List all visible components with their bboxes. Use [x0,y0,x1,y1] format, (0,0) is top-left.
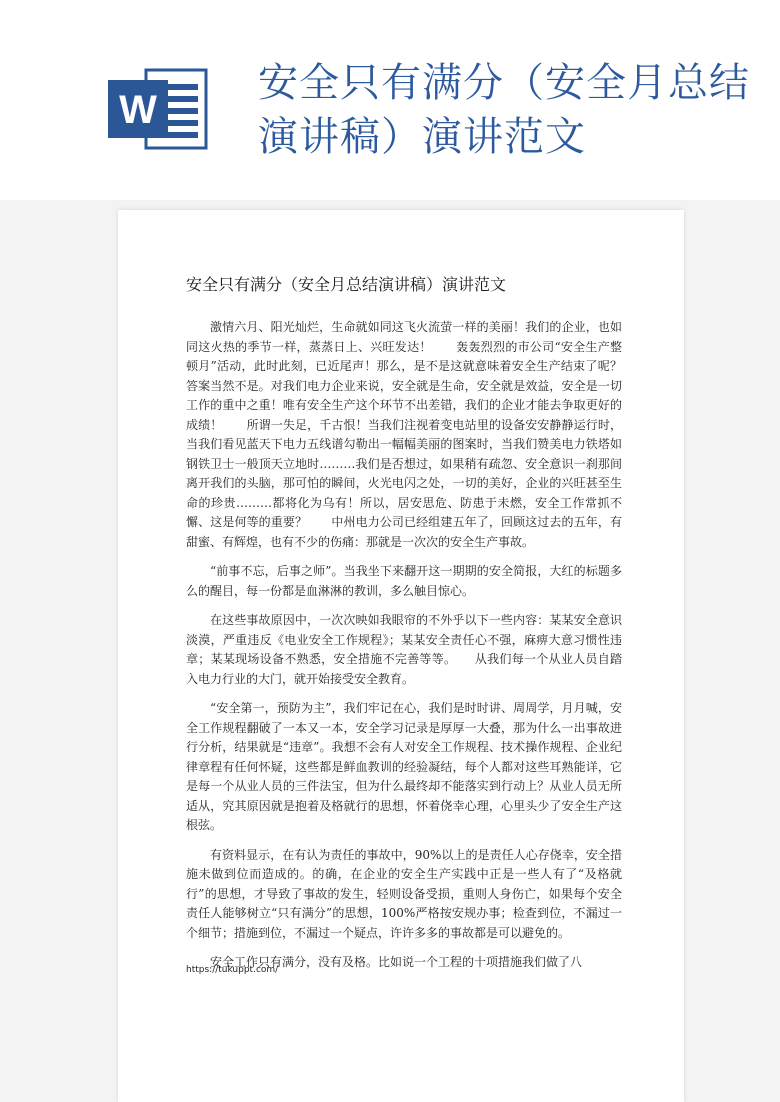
paragraph-4: “安全第一，预防为主”，我们牢记在心，我们是时时讲、周周学，月月喊，安全工作规程翻破了一本又一本，安全学习记录是厚厚一大叠，那为什么一出事故进行分析，结果就是“违章”。我想不会有人对安全工作规程、技术操作规程、企业纪律章程有任何怀疑，这些都是鲜血教训的经验凝结，每个人都对这些耳熟能详，它是每一个从业人员的三件法宝，但为什么最终却不能落实到行动上？从业人员无所适从，究其原因就是抱着及格就行的思想，怀着侥幸心理，心里头少了安全生产这根弦。 [186,701,622,832]
paragraph-6: 安全工作只有满分，没有及格。比如说一个工程的十项措施我们做了八 [210,955,583,969]
paragraph-1: 激情六月、阳光灿烂，生命就如同这飞火流萤一样的美丽！我们的企业，也如同这火热的季节一样，蒸蒸日上、兴旺发达！ 轰轰烈烈的市公司“安全生产整顿月”活动，此时此刻，已近尾声！那么，是不是这就意味着安全生产结束了呢？答案当然不是。对我们电力企业来说，安全就是生命，安全就是效益，安全是一切工作的重中之重！唯有安全生产这个环节不出差错，我们的企业才能去争取更好的成绩！ 所谓一失足，千古恨！当我们注视着变电站里的设备安安静静运行时，当我们看见蓝天下电力五线谱勾勒出一幅幅美丽的图案时，当我们赞美电力铁塔如钢铁卫士一般顶天立地时………我们是否想过，如果稍有疏忽、安全意识一刹那间离开我们的头脑，那可怕的瞬间，火光电闪之处，一切的美好，企业的兴旺甚至生命的珍贵………都将化为乌有！所以，居安思危、防患于未燃，安全工作常抓不懈、这是何等的重要？ 中州电力公司已经组建五年了，回顾这过去的五年，有甜蜜、有辉煌，也有不少的伤痛：那就是一次次的安全生产事故。 [186,320,622,549]
document-title: 安全只有满分（安全月总结演讲稿）演讲范文 [186,275,507,294]
word-document-icon [108,66,210,152]
word-icon-letter: W [119,88,157,132]
header-banner [0,0,780,200]
document-page [118,210,684,1102]
banner-title: 安全只有满分（安全月总结演讲稿）演讲范文 [258,60,750,160]
paragraph-3: 在这些事故原因中，一次次映如我眼帘的不外乎以下一些内容：某某安全意识淡漠，严重违反《电业安全工作规程》；某某安全责任心不强，麻痹大意习惯性违章；某某现场设备不熟悉，安全措施不完善等等。 从我们每一个从业人员自踏入电力行业的大门，就开始接受安全教育。 [186,613,622,686]
paragraph-2: “前事不忘，后事之师”。当我坐下来翻开这一期期的安全简报，大红的标题多么的醒目，每一份都是血淋淋的教训，多么触目惊心。 [186,564,622,598]
document-body [186,318,622,983]
paragraph-5: 有资料显示，在有认为责任的事故中，90%以上的是责任人心存侥幸，安全措施未做到位而造成的。的确，在企业的安全生产实践中正是一些人有了“及格就行”的思想，才导致了事故的发生，轻则设备受损，重则人身伤亡，如果每个安全责任人能够树立“只有满分”的思想，100%严格按安规办事；检查到位，不漏过一个细节；措施到位，不漏过一个疑点，许许多多的事故都是可以避免的。 [186,847,622,940]
footer-url[interactable]: https://tukuppt.com/ [186,965,279,975]
